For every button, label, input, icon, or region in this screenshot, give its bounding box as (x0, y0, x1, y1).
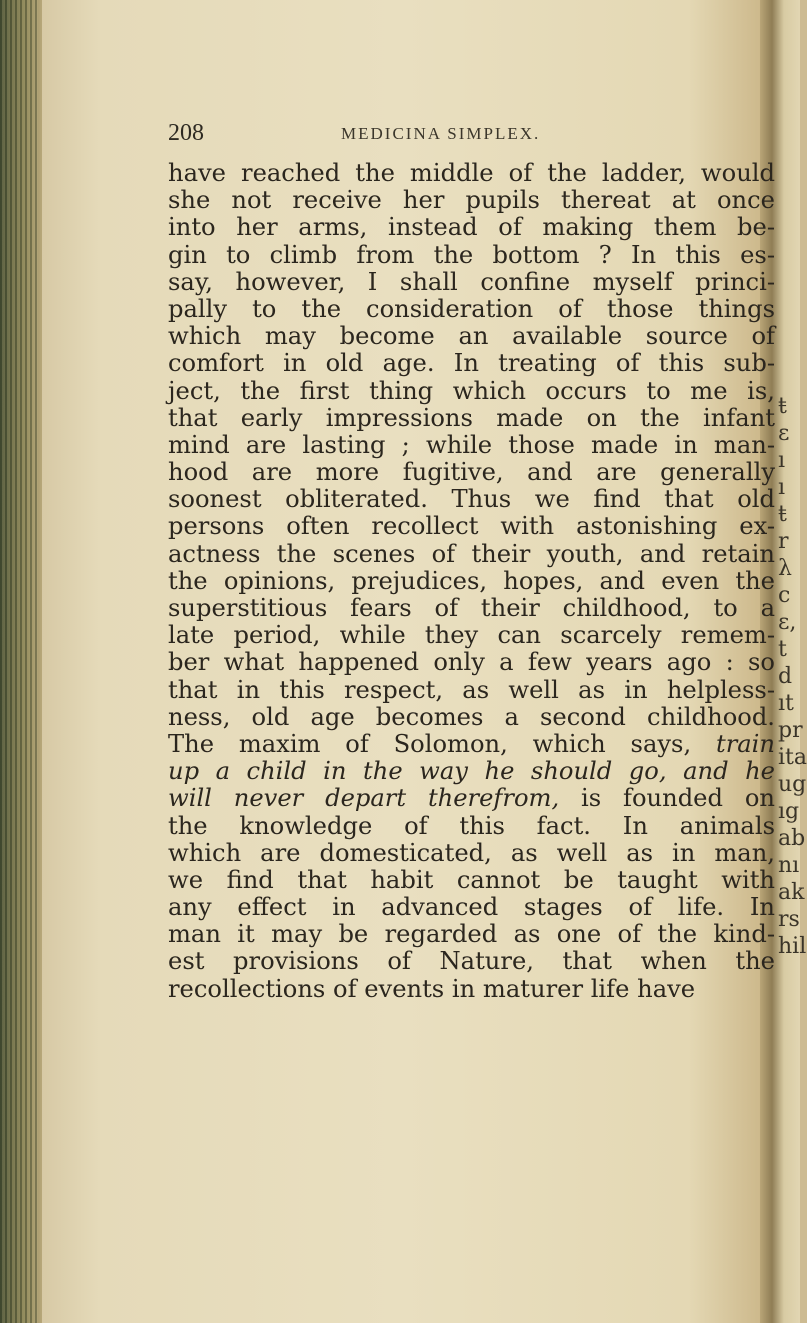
text-line (168, 187, 775, 214)
italic-text: will never depart therefrom, (168, 784, 560, 813)
text-line (168, 459, 775, 486)
text-segment: ber what happened only a few years ago : so (168, 648, 775, 677)
text-segment: comfort in old age. In treating of this sub- (168, 349, 775, 378)
text-segment: hood are more fugitive, and are generally (168, 458, 775, 487)
text-line (168, 813, 775, 840)
adjacent-page-letter: ab (778, 826, 806, 851)
body-text (168, 160, 775, 1003)
text-line (168, 731, 775, 758)
italic-text: train (715, 729, 775, 758)
adjacent-page-letter: nı (778, 853, 800, 878)
text-line (168, 758, 775, 785)
adjacent-page-letter: ı (778, 475, 786, 500)
text-line (168, 677, 775, 704)
adjacent-page-letter: pr (778, 718, 803, 743)
text-segment: is founded on (559, 784, 775, 813)
text-line (168, 350, 775, 377)
text-segment: we find that habit cannot be taught with (168, 865, 775, 894)
text-segment: into her arms, instead of making them be- (168, 213, 775, 242)
text-segment: recollections of events in maturer life have (168, 974, 696, 1003)
text-segment: she not receive her pupils thereat at once (168, 186, 775, 215)
text-line (168, 160, 775, 187)
adjacent-page-letter: ıt (778, 691, 794, 716)
adjacent-page-letter: d (778, 664, 793, 689)
text-segment: est provisions of Nature, that when the (168, 947, 775, 976)
text-segment: which may become an available source of (168, 322, 775, 351)
adjacent-page-letter: ŧ (778, 502, 787, 527)
text-segment: have reached the middle of the ladder, would (168, 159, 775, 187)
text-line (168, 976, 775, 1003)
text-line (168, 568, 775, 595)
text-line (168, 214, 775, 241)
running-head: MEDICINA SIMPLEX. (341, 124, 541, 143)
adjacent-page-letter: r (778, 529, 789, 554)
text-segment: superstitious fears of their childhood, to a (168, 594, 775, 622)
text-line (168, 269, 775, 296)
adjacent-page-letter: c (778, 583, 791, 608)
binding-texture (0, 0, 38, 1323)
text-line (168, 622, 775, 649)
text-segment: soonest obliterated. Thus we find that old (168, 485, 775, 514)
text-segment: late period, while they can scarcely remem- (168, 621, 775, 650)
text-line (168, 513, 775, 540)
text-line (168, 541, 775, 568)
text-segment: that in this respect, as well as in helpless- (168, 675, 775, 704)
text-line (168, 486, 775, 513)
text-segment: any effect in advanced stages of life. In (168, 893, 775, 922)
text-line (168, 405, 775, 432)
text-line (168, 867, 775, 894)
text-line (168, 921, 775, 948)
page-number: 208 (168, 120, 204, 146)
text-line (168, 296, 775, 323)
text-segment: persons often recollect with astonishing ex- (168, 512, 775, 541)
italic-text: up a child in the way he should go, and he (168, 757, 775, 786)
text-line (168, 595, 775, 622)
text-segment: mind are lasting ; while those made in man- (168, 430, 775, 459)
text-line (168, 704, 775, 731)
adjacent-page-letter: ɛ (778, 421, 790, 446)
adjacent-page-letter: ita (778, 745, 807, 770)
adjacent-page-letter: ak (778, 880, 805, 905)
text-line (168, 378, 775, 405)
text-line (168, 894, 775, 921)
text-line (168, 649, 775, 676)
text-segment: the knowledge of this fact. In animals (168, 811, 775, 840)
adjacent-page-letter: ug (778, 772, 807, 797)
adjacent-page-letter: t (778, 637, 787, 662)
text-segment: man it may be regarded as one of the kind- (168, 920, 775, 949)
adjacent-page-letter: ı (778, 448, 786, 473)
adjacent-page-letter: ıg (778, 799, 800, 824)
text-segment: ness, old age becomes a second childhood. (168, 702, 775, 731)
text-segment: gin to climb from the bottom ? In this es- (168, 240, 775, 269)
text-line (168, 242, 775, 269)
text-segment: which are domesticated, as well as in man, (168, 838, 775, 867)
adjacent-page-letter: ŧ (778, 394, 787, 419)
text-segment: that early impressions made on the infant (168, 403, 775, 432)
text-line (168, 323, 775, 350)
text-line (168, 840, 775, 867)
adjacent-page-letter: λ (778, 556, 792, 581)
text-segment: actness the scenes of their youth, and retain (168, 539, 775, 568)
adjacent-page-letter: hil (778, 934, 807, 959)
text-line (168, 432, 775, 459)
text-segment: the opinions, prejudices, hopes, and even the (168, 566, 775, 595)
text-segment: The maxim of Solomon, which says, (168, 729, 716, 758)
text-segment: say, however, I shall confine myself princi- (168, 267, 775, 296)
text-line (168, 948, 775, 975)
text-segment: ject, the first thing which occurs to me is, (168, 376, 775, 405)
text-segment: pally to the consideration of those things (168, 294, 775, 323)
text-line (168, 785, 775, 812)
page-header (168, 120, 768, 150)
adjacent-page-letter: ɛ, (778, 610, 797, 635)
adjacent-page-letter: rs (778, 907, 800, 932)
